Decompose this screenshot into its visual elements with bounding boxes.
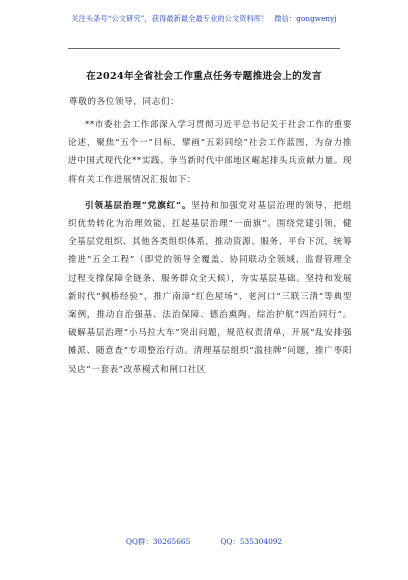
intro-paragraph: **市委社会工作部深入学习贯彻习近平总书记关于社会工作的重要论述，聚焦“五个一”目标，擘画“五彩同绘”社会工作蓝图，为奋力推进中国式现代化**实践、争当新时代中部地区崛起排头兵贡献力量。现将有关工作进展情况汇报如下： <box>68 120 353 185</box>
document-title: 在2024年全省社会工作重点任务专题推进会上的发言 <box>86 71 322 82</box>
header-banner <box>0 14 408 26</box>
header-divider <box>68 48 340 49</box>
section-heading: 引领基层治理“党旗红”。 <box>85 200 192 211</box>
section-text: 坚持和加强党对基层治理的领导，把组织优势转化为治理效能，扛起基层治理“一面旗”。围绕党建引领，健全基层党组织、其他各类组织体系，推动资源、服务、平台下沉，统筹推进“五全工程”（即党的领导全覆盖、协同联动全领域、监督管理全过程支撑保障全链条、服务群众全天候），夯实基层基础。坚持和发展新时代“枫桥经验”，推广南漳“红色屋场”、老河口“三联三清”等典型案例，推动自治强基、法治保障、德治熏陶、综治护航“四治同行”。破解基层治理“小马拉大车”突出问题，规范权责清单，开展“乱安排强摊派、随意查”专项整治行动。清理基层组织“滥挂牌”问题，推广枣阳吴店“一套表”改革模式和闸口社区 <box>68 200 352 375</box>
document-body <box>68 116 352 379</box>
footer-qq: QQ：535304092 <box>220 537 283 546</box>
footer-contact <box>0 536 408 547</box>
salutation: 尊敬的各位领导，同志们： <box>69 97 180 107</box>
footer-qq-group: QQ群：30265665 <box>125 537 191 546</box>
banner-promo-text: 关注头条号“公文研究”，获得最新最全最专业的公文资料库！ <box>71 14 269 23</box>
section-paragraph <box>68 197 352 379</box>
banner-wechat-text: 微信：gongwenyj <box>274 14 337 23</box>
